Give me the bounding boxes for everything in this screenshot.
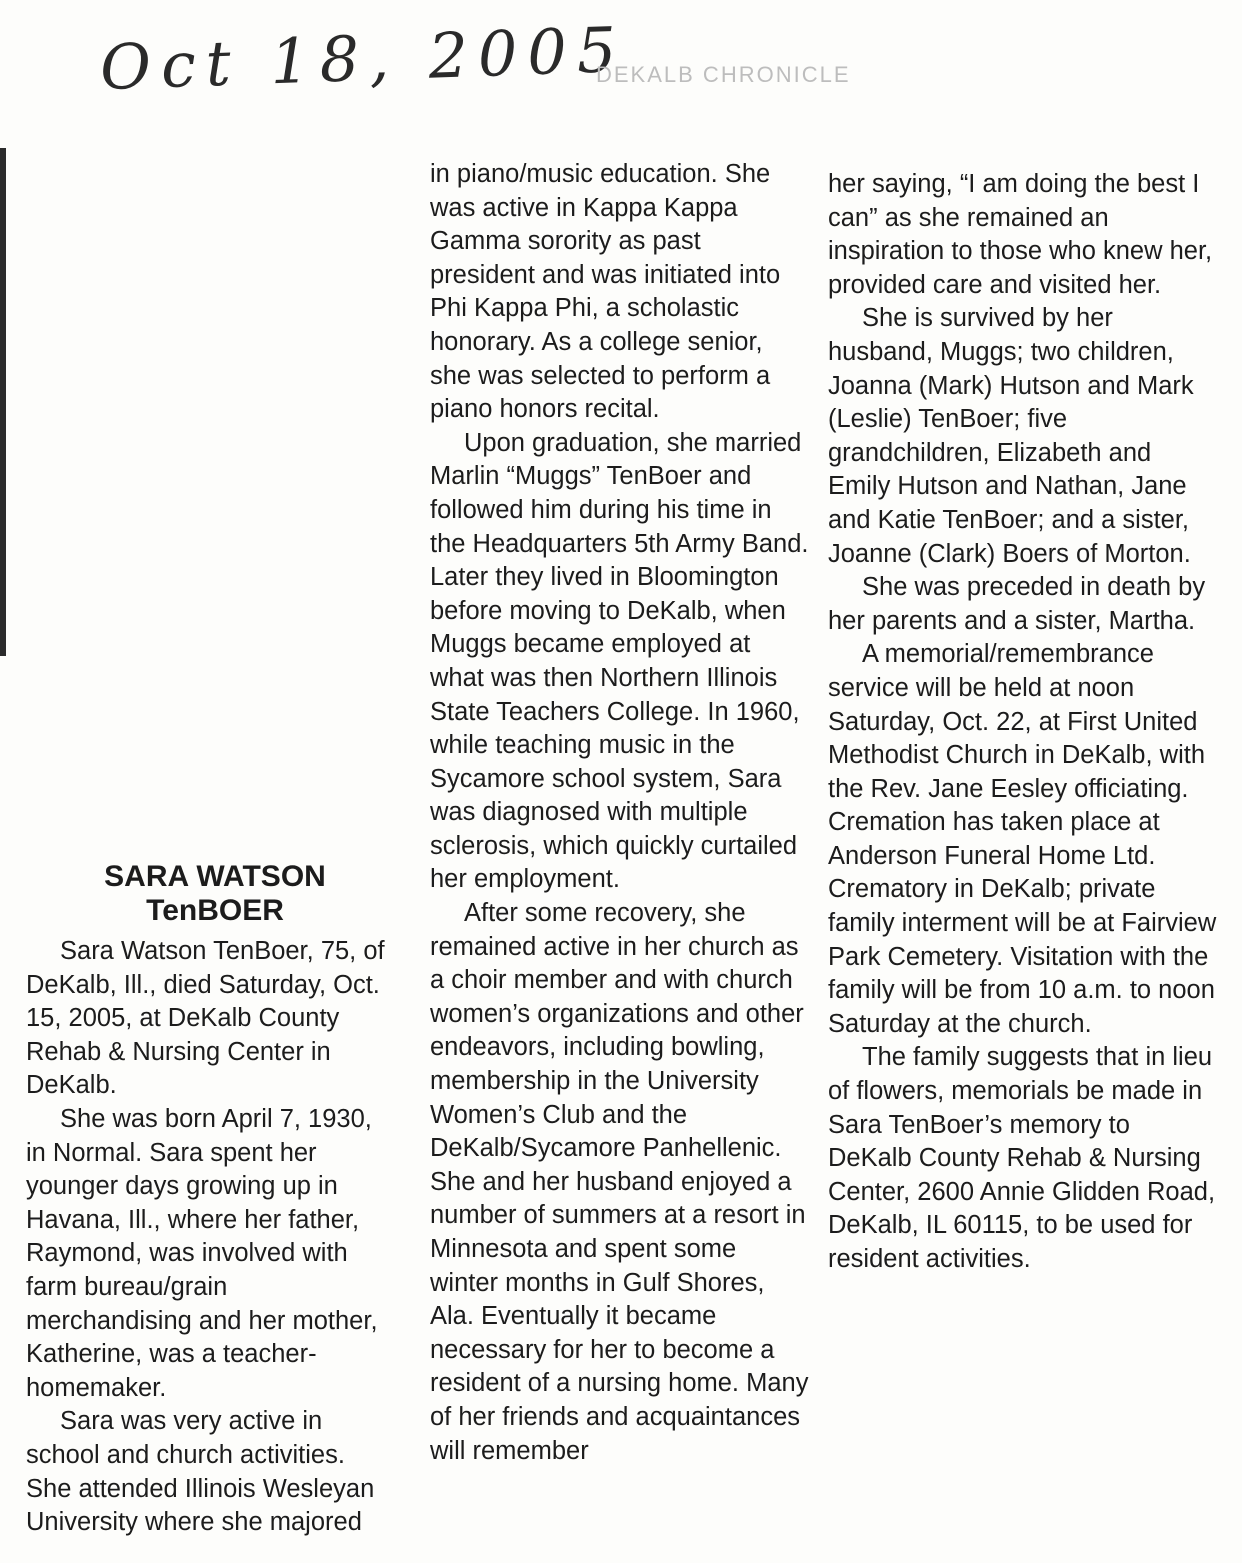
paragraph: A memorial/remembrance service will be held at noon Saturday, Oct. 22, at First United Methodist Church in DeKalb, with the Rev. Jane Eesley officiating. Cremation has taken place at Anderson Funeral Home Ltd. Crematory in DeKalb; private family interment will be at Fairview Park Cemetery. Visitation with the family will be from 10 a.m. to noon Saturday at the church. [828, 640, 1217, 1038]
paragraph: her saying, “I am doing the best I can” as she remained an inspiration to those who knew her, provided care and visited her. [828, 170, 1213, 299]
headline-line-1: SARA WATSON [104, 860, 326, 893]
paragraph: The family suggests that in lieu of flowers, memorials be made in Sara TenBoer’s memory to DeKalb County Rehab & Nursing Center, 2600 Annie Glidden Road, DeKalb, IL 60115, to be used for resident activities. [828, 1043, 1216, 1273]
headline-line-2: TenBOER [146, 894, 284, 927]
paragraph: Sara Watson TenBoer, 75, of DeKalb, Ill., died Saturday, Oct. 15, 2005, at DeKalb County Rehab & Nursing Center in DeKalb. [26, 937, 385, 1100]
handwritten-date: Oct 18, 2005 [98, 12, 628, 105]
paragraph: She is survived by her husband, Muggs; two children, Joanna (Mark) Hutson and Mark (Leslie) TenBoer; five grandchildren, Elizabeth and Emily Hutson and Nathan, Jane and Katie TenBoer; and a sister, Joanne (Clark) Boers of Morton. [828, 304, 1194, 568]
source-stamp: DEKALB CHRONICLE [596, 62, 851, 87]
paragraph: Upon graduation, she married Marlin “Muggs” TenBoer and followed him during his time in the Headquarters 5th Army Band. Later they lived in Bloomington before moving to DeKalb, when Muggs became employed at what was then Northern Illinois State Teachers College. In 1960, while teaching music in the Sycamore school system, Sara was diagnosed with multiple sclerosis, which quickly curtailed her employment. [430, 428, 809, 894]
paragraph: After some recovery, she remained active in her church as a choir member and with church women’s organizations and other endeavors, including bowling, membership in the University Women’s Club and the DeKalb/Sycamore Panhellenic. She and her husband enjoyed a number of summers at a resort in Minnesota and spent some winter months in Gulf Shores, Ala. Eventually it became necessary for her to become a resident of a nursing home. Many of her friends and acquaintances will remember [430, 899, 809, 1465]
column-2 [430, 158, 810, 1468]
column-1 [26, 935, 396, 1540]
paragraph: Sara was very active in school and church activities. She attended Illinois Wesleyan University where she majored [26, 1407, 375, 1537]
paragraph: in piano/music education. She was active in Kappa Kappa Gamma sorority as past president and was initiated into Phi Kappa Phi, a scholastic honorary. As a college senior, she was selected to perform a piano honors recital. [430, 160, 781, 424]
obituary-headline [30, 860, 400, 928]
paragraph: She was born April 7, 1930, in Normal. Sara spent her younger days growing up in Havana, Ill., where her father, Raymond, was involved with farm bureau/grain merchandising and her mother, Katherine, was a teacher-homemaker. [26, 1104, 378, 1402]
scan-edge [0, 148, 6, 656]
paragraph: She was preceded in death by her parents and a sister, Martha. [828, 573, 1206, 635]
column-3 [828, 168, 1218, 1277]
